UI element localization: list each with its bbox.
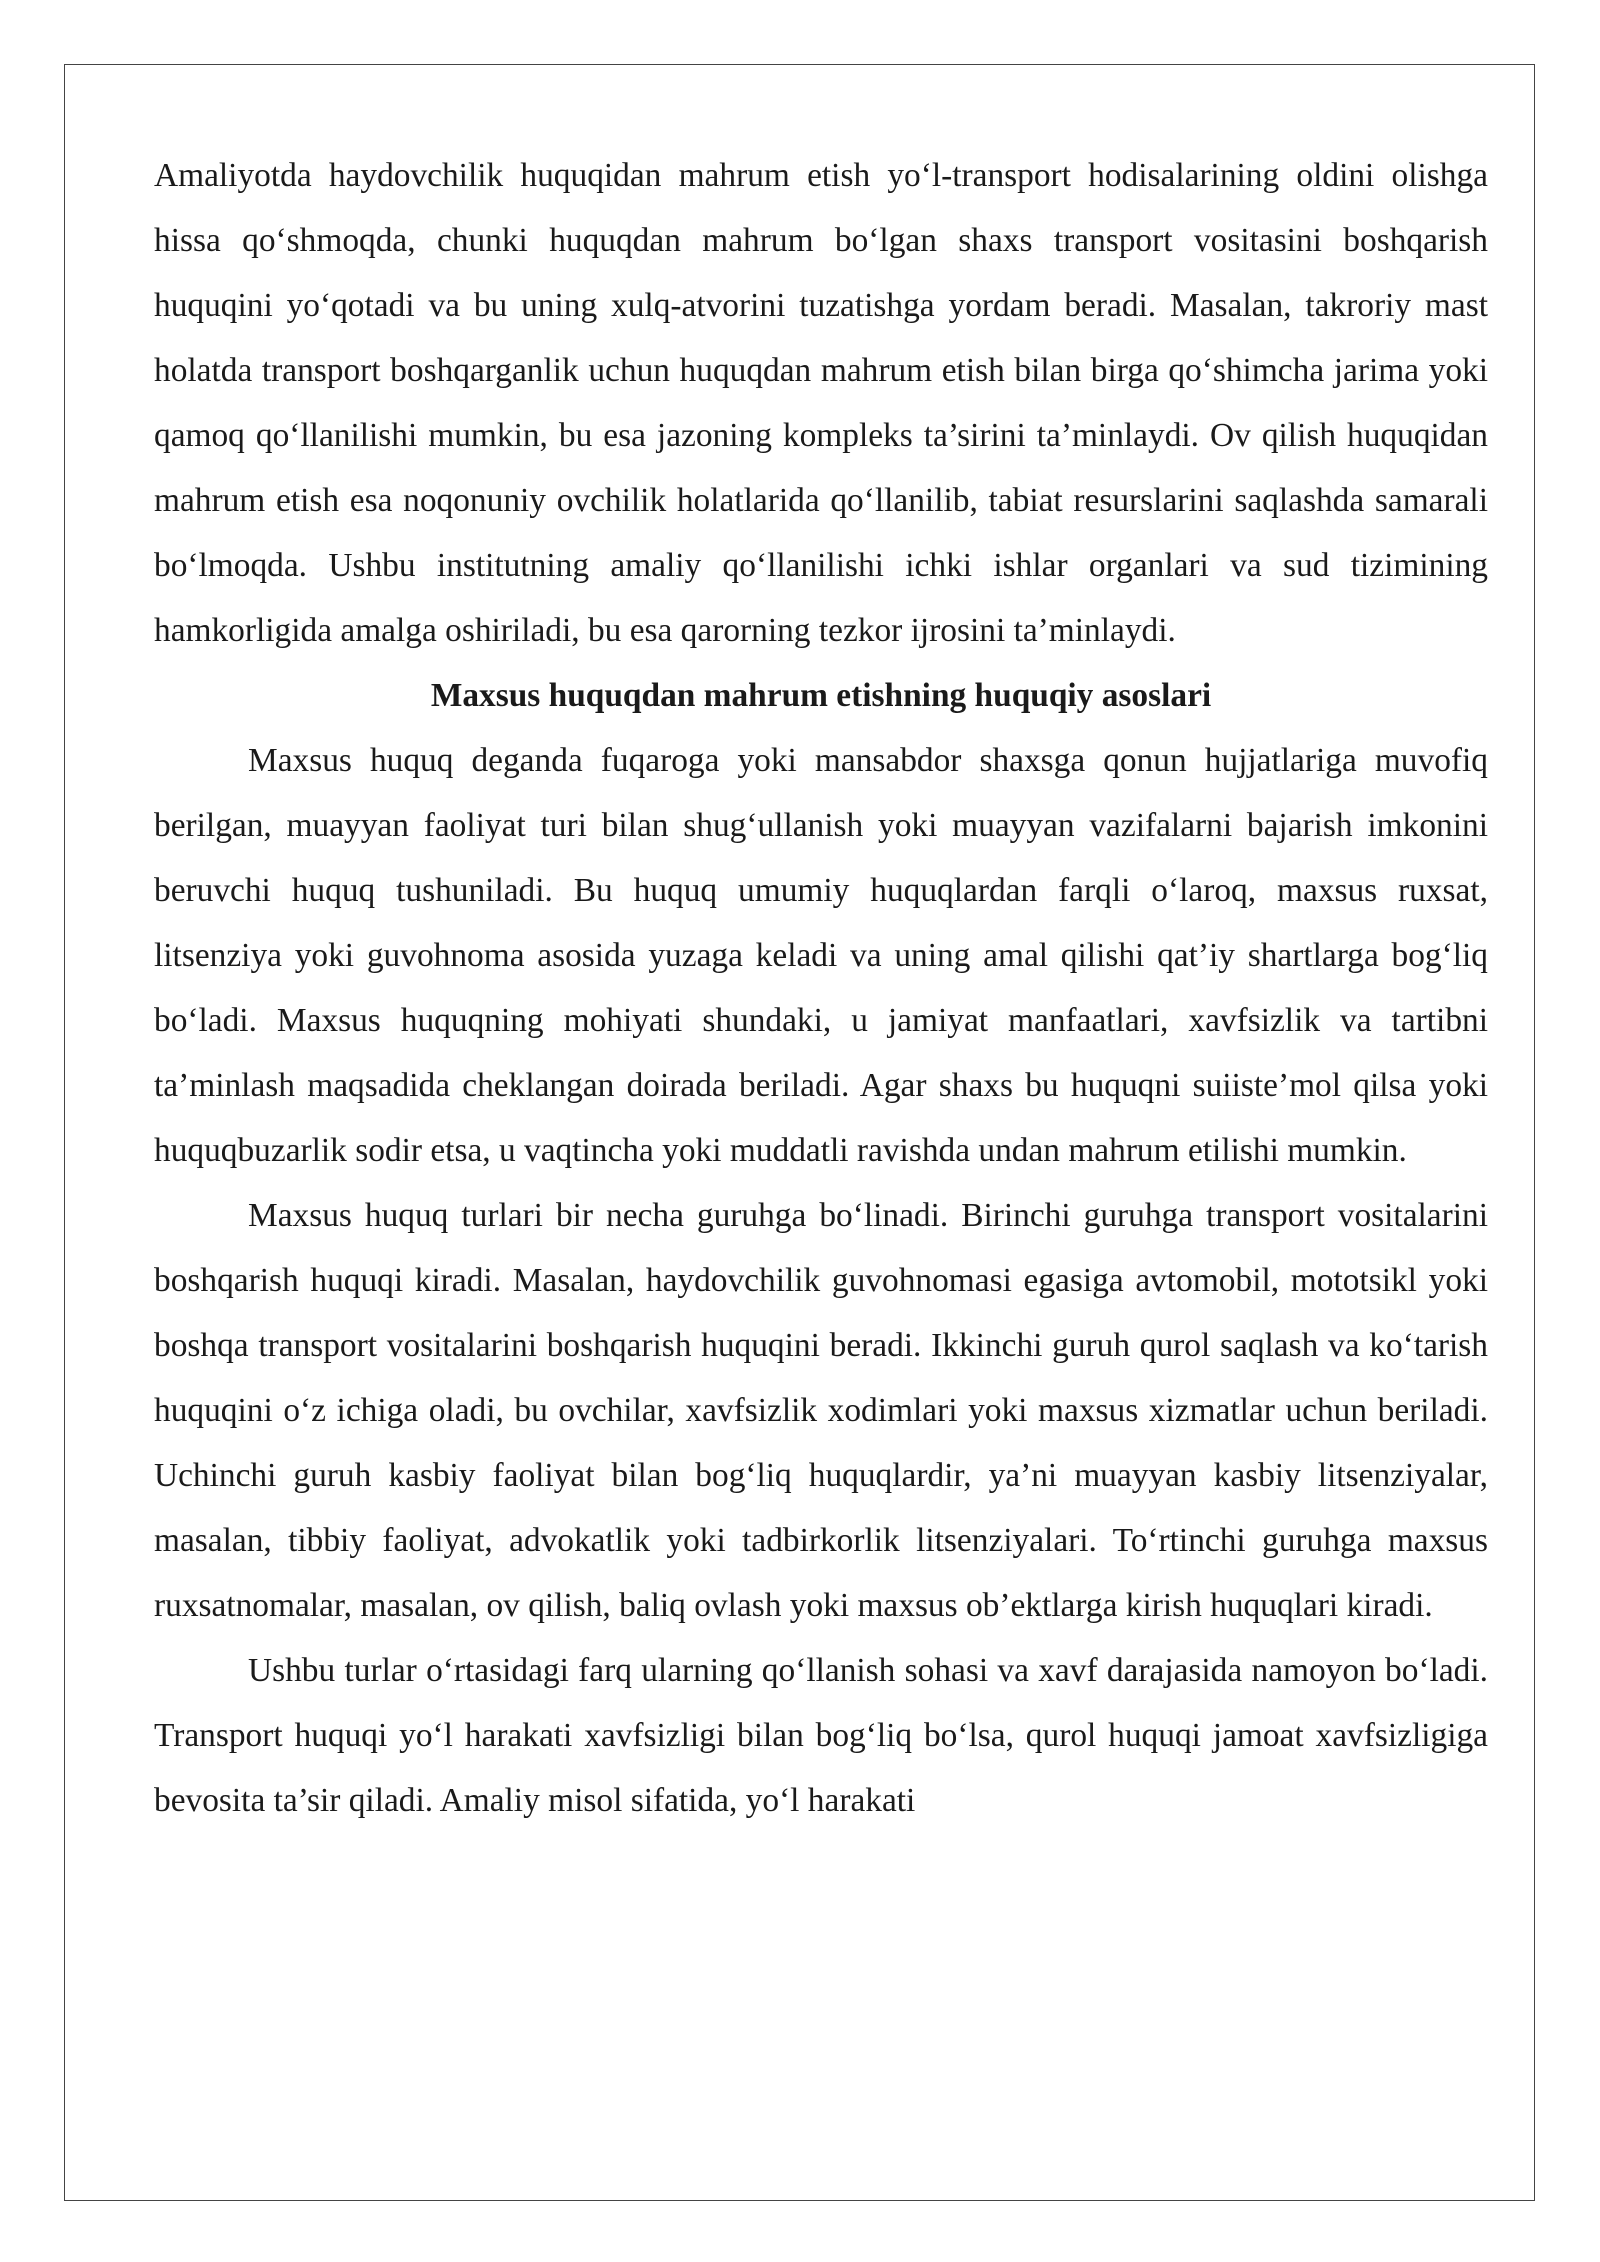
paragraph-intro: Amaliyotda haydovchilik huquqidan mahrum etish yo‘l-transport hodisalarining oldini olishga hissa qo‘shmoqda, chunki huquqdan mahrum bo‘lgan shaxs transport vositasini boshqarish huquqini yo‘qotadi va bu uning xulq-atvorini tuzatishga yordam beradi. Masalan, takroriy mast holatda transport boshqarganlik uchun huquqdan mahrum etish bilan birga qo‘shimcha jarima yoki qamoq qo‘llanilishi mumkin, bu esa jazoning kompleks ta’sirini ta’minlaydi. Ov qilish huquqidan mahrum etish esa noqonuniy ovchilik holatlarida qo‘llanilib, tabiat resurslarini saqlashda samarali bo‘lmoqda. Ushbu institutning amaliy qo‘llanilishi ichki ishlar organlari va sud tizimining hamkorligida amalga oshiriladi, bu esa qarorning tezkor ijrosini ta’minlaydi. xyxy=(154,157,1488,649)
document-body xyxy=(154,143,1488,1833)
paragraph-differences: Ushbu turlar o‘rtasidagi farq ularning qo‘llanish sohasi va xavf darajasida namoyon bo‘ladi. Transport huquqi yo‘l harakati xavfsizligi bilan bog‘liq bo‘lsa, qurol huquqi jamoat xavfsizligiga bevosita ta’sir qiladi. Amaliy misol sifatida, yo‘l harakati xyxy=(154,1652,1488,1819)
paragraph-types: Maxsus huquq turlari bir necha guruhga bo‘linadi. Birinchi guruhga transport vositalarini boshqarish huquqi kiradi. Masalan, haydovchilik guvohnomasi egasiga avtomobil, mototsikl yoki boshqa transport vositalarini boshqarish huquqini beradi. Ikkinchi guruh qurol saqlash va ko‘tarish huquqini o‘z ichiga oladi, bu ovchilar, xavfsizlik xodimlari yoki maxsus xizmatlar uchun beriladi. Uchinchi guruh kasbiy faoliyat bilan bog‘liq huquqlardir, ya’ni muayyan kasbiy litsenziyalar, masalan, tibbiy faoliyat, advokatlik yoki tadbirkorlik litsenziyalari. To‘rtinchi guruhga maxsus ruxsatnomalar, masalan, ov qilish, baliq ovlash yoki maxsus ob’ektlarga kirish huquqlari kiradi. xyxy=(154,1197,1488,1624)
section-heading: Maxsus huquqdan mahrum etishning huquqiy asoslari xyxy=(430,677,1212,714)
paragraph-definition: Maxsus huquq deganda fuqaroga yoki mansabdor shaxsga qonun hujjatlariga muvofiq berilgan, muayyan faoliyat turi bilan shug‘ullanish yoki muayyan vazifalarni bajarish imkonini beruvchi huquq tushuniladi. Bu huquq umumiy huquqlardan farqli o‘laroq, maxsus ruxsat, litsenziya yoki guvohnoma asosida yuzaga keladi va uning amal qilishi qat’iy shartlarga bog‘liq bo‘ladi. Maxsus huquqning mohiyati shundaki, u jamiyat manfaatlari, xavfsizlik va tartibni ta’minlash maqsadida cheklangan doirada beriladi. Agar shaxs bu huquqni suiiste’mol qilsa yoki huquqbuzarlik sodir etsa, u vaqtincha yoki muddatli ravishda undan mahrum etilishi mumkin. xyxy=(154,742,1488,1169)
